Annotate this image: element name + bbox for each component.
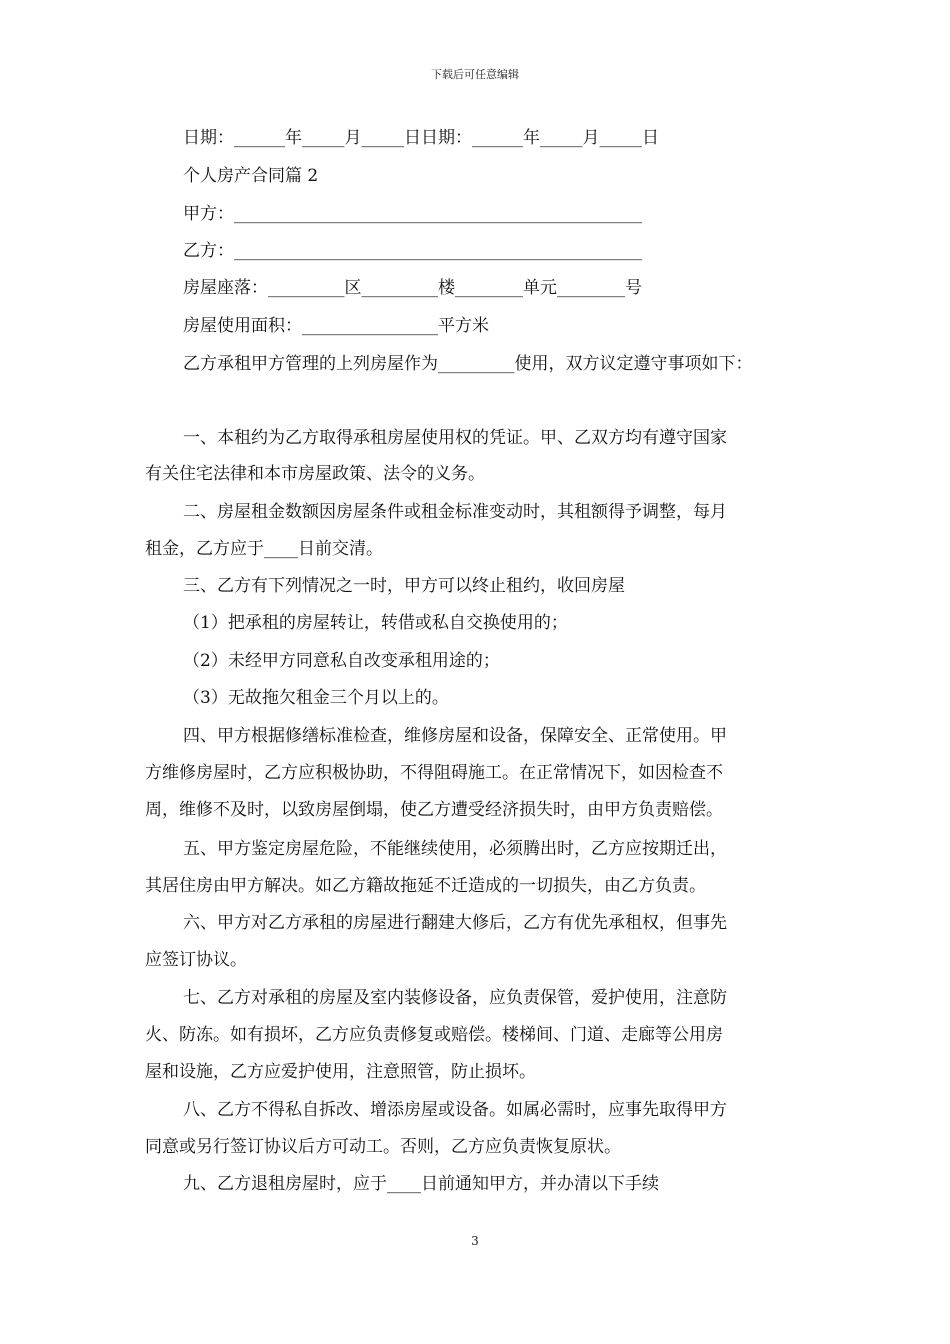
clause-7-line-2: 火、防冻。如有损坏，乙方应负责修复或赔偿。楼梯间、门道、走廊等公用房 bbox=[145, 1025, 723, 1045]
page-header-note: 下载后可任意编辑 bbox=[431, 68, 519, 81]
party-a-line: 甲方：________________________________________________ bbox=[183, 204, 642, 224]
clause-7-line-1: 七、乙方对承租的房屋及室内装修设备，应负责保管，爱护使用，注意防 bbox=[183, 988, 727, 1008]
page-number: 3 bbox=[471, 1234, 479, 1248]
party-b-line: 乙方：________________________________________________ bbox=[183, 241, 642, 261]
intro-line: 乙方承租甲方管理的上列房屋作为_________使用，双方议定遵守事项如下： bbox=[183, 354, 753, 374]
date-line: 日期：______年_____月_____日日期：______年_____月_____日 bbox=[183, 128, 659, 148]
house-location-line: 房屋座落：_________区_________楼________单元________号 bbox=[183, 278, 642, 298]
house-area-line: 房屋使用面积：________________平方米 bbox=[183, 316, 489, 336]
clause-8-line-1: 八、乙方不得私自拆改、增添房屋或设备。如属必需时，应事先取得甲方 bbox=[183, 1100, 727, 1120]
clause-8-line-2: 同意或另行签订协议后方可动工。否则，乙方应负责恢复原状。 bbox=[145, 1137, 621, 1157]
clause-3-line-1: 三、乙方有下列情况之一时，甲方可以终止租约，收回房屋 bbox=[183, 576, 625, 596]
clause-6-line-1: 六、甲方对乙方承租的房屋进行翻建大修后，乙方有优先承租权，但事先 bbox=[183, 913, 727, 933]
clause-5-line-2: 其居住房由甲方解决。如乙方籍故拖延不迁造成的一切损失，由乙方负责。 bbox=[145, 876, 706, 896]
clause-4-line-3: 周，维修不及时，以致房屋倒塌，使乙方遭受经济损失时，由甲方负责赔偿。 bbox=[145, 800, 723, 820]
clause-1-line-2: 有关住宅法律和本市房屋政策、法令的义务。 bbox=[145, 464, 485, 484]
contract-title: 个人房产合同篇 2 bbox=[183, 166, 319, 186]
clause-4-line-1: 四、甲方根据修缮标准检查，维修房屋和设备，保障安全、正常使用。甲 bbox=[183, 726, 727, 746]
clause-2-line-2: 租金，乙方应于____日前交清。 bbox=[145, 539, 383, 559]
clause-4-line-2: 方维修房屋时，乙方应积极协助，不得阻碍施工。在正常情况下，如因检查不 bbox=[145, 763, 723, 783]
clause-3-item-1: （1）把承租的房屋转让，转借或私自交换使用的； bbox=[183, 613, 568, 633]
clause-5-line-1: 五、甲方鉴定房屋危险，不能继续使用，必须腾出时，乙方应按期迁出， bbox=[183, 839, 727, 859]
clause-1-line-1: 一、本租约为乙方取得承租房屋使用权的凭证。甲、乙双方均有遵守国家 bbox=[183, 428, 727, 448]
clause-3-item-3: （3）无故拖欠租金三个月以上的。 bbox=[183, 688, 449, 708]
clause-6-line-2: 应签订协议。 bbox=[145, 950, 247, 970]
clause-9-line-1: 九、乙方退租房屋时，应于____日前通知甲方，并办清以下手续 bbox=[183, 1174, 659, 1194]
clause-7-line-3: 屋和设施，乙方应爱护使用，注意照管，防止损坏。 bbox=[145, 1062, 536, 1082]
clause-3-item-2: （2）未经甲方同意私自改变承租用途的； bbox=[183, 651, 500, 671]
clause-2-line-1: 二、房屋租金数额因房屋条件或租金标准变动时，其租额得予调整，每月 bbox=[183, 502, 727, 522]
